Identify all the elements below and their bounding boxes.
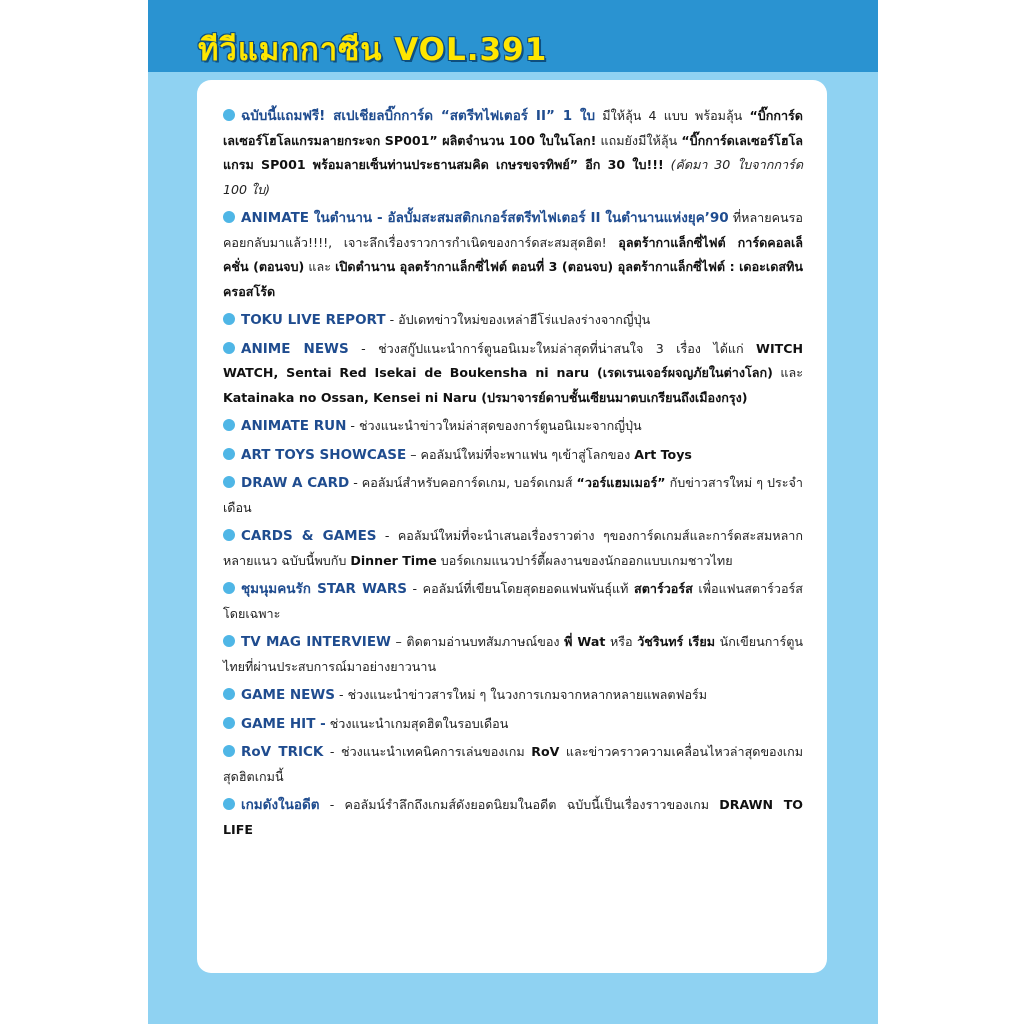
content-item: [223, 793, 803, 842]
magazine-page: [148, 0, 878, 1024]
contents-list: [223, 104, 803, 846]
item-heading: TOKU LIVE REPORT: [241, 312, 386, 328]
bullet-icon: [223, 582, 235, 594]
item-text: (คัดมา 30 ใบจากการ์ด 100 ใบ): [223, 157, 803, 197]
content-item: [223, 471, 803, 520]
contents-card: [197, 80, 827, 973]
item-heading: เกมดังในอดีต: [241, 797, 320, 813]
item-heading: CARDS & GAMES: [241, 528, 377, 544]
content-item: [223, 104, 803, 202]
item-bold-text: WITCH WATCH, Sentai Red Isekai de Boukensha ni naru (เรดเรนเจอร์ผจญภัยในต่างโลก): [223, 340, 803, 380]
bullet-icon: [223, 635, 235, 647]
bullet-icon: [223, 448, 235, 460]
item-text: กับข่าวสารใหม่ ๆ ประจำเดือน: [223, 475, 803, 515]
bullet-icon: [223, 109, 235, 121]
item-bold-text: อุลตร้ากาแล็กซี่ไฟต์ การ์ดคอลเล็คชั่น (ตอนจบ): [223, 234, 803, 274]
item-text: – ติดตามอ่านบทสัมภาษณ์ของ: [390, 634, 565, 649]
item-text: แถมยังมีให้ลุ้น: [596, 132, 682, 148]
item-bold-text: “บิ๊กการ์ดเลเซอร์โฮโลแกรมลายกระจก SP001” ผลิตจำนวน 100 ใบในโลก!: [223, 108, 803, 148]
content-item: [223, 308, 803, 333]
bullet-icon: [223, 688, 235, 700]
item-heading: DRAW A CARD: [241, 475, 350, 491]
content-item: [223, 414, 803, 439]
item-text: และ: [772, 365, 803, 380]
bullet-icon: [223, 476, 235, 488]
item-heading: TV MAG INTERVIEW: [241, 634, 391, 650]
item-heading: RoV TRICK: [241, 744, 324, 760]
item-text: - คอลัมน์รำลึกถึงเกมส์ดังยอดนิยมในอดีต ฉบับนี้เป็นเรื่องราวของเกม: [319, 797, 720, 812]
item-text: และข่าวคราวความเคลื่อนไหวล่าสุดของเกมสุดฮิตเกมนี้: [223, 744, 804, 784]
item-heading: ART TOYS SHOWCASE: [241, 446, 407, 463]
item-text: - อัปเดทข่าวใหม่ของเหล่าฮีโร่แปลงร่างจากญี่ปุ่น: [385, 312, 651, 327]
item-heading: GAME HIT -: [241, 715, 326, 732]
item-text: มีให้ลุ้น 4 แบบ พร้อมลุ้น: [595, 108, 750, 123]
item-bold-text: Dinner Time: [350, 552, 437, 568]
page-title: ทีวีแมกกาซีน VOL.391: [198, 32, 548, 68]
item-bold-text: “วอร์แฮมเมอร์”: [576, 475, 666, 490]
item-bold-text: RoV: [531, 744, 560, 759]
item-heading: GAME NEWS: [241, 687, 336, 703]
bullet-icon: [223, 419, 235, 431]
item-text: - ช่วงสกู๊ปแนะนำการ์ตูนอนิเมะใหม่ล่าสุดที่น่าสนใจ 3 เรื่อง ได้แก่: [348, 340, 757, 356]
bullet-icon: [223, 717, 235, 729]
item-text: - คอลัมน์ที่เขียนโดยสุดยอดแฟนพันธุ์แท้: [406, 581, 635, 596]
item-bold-text: พี่ Wat: [564, 634, 606, 649]
content-item: [223, 712, 803, 737]
item-text: - คอลัมน์สำหรับคอการ์ดเกม, บอร์ดเกมส์: [349, 475, 577, 490]
item-bold-text: Katainaka no Ossan, Kensei ni Naru (ปรมาจารย์ดาบชั้นเซียนมาตบเกรียนถึงเมืองกรุง): [223, 389, 748, 405]
item-bold-text: วัชรินทร์ เรียม: [637, 634, 716, 649]
item-text: - ช่วงแนะนำข่าวใหม่ล่าสุดของการ์ตูนอนิเมะจากญี่ปุ่น: [346, 418, 642, 433]
item-text: ช่วงแนะนำเกมสุดฮิตในรอบเดือน: [325, 715, 509, 731]
item-heading: ชุมนุมคนรัก STAR WARS: [241, 581, 407, 597]
item-text: เพื่อแฟนสตาร์วอร์สโดยเฉพาะ: [223, 581, 803, 621]
item-heading: ANIMATE ในตำนาน - อัลบั้มสะสมสติกเกอร์สตรีทไฟเตอร์ II ในตำนานแห่งยุค’90: [241, 210, 729, 226]
item-heading: ANIME NEWS: [241, 340, 349, 357]
content-item: [223, 683, 803, 708]
bullet-icon: [223, 529, 235, 541]
item-bold-text: DRAWN TO LIFE: [223, 797, 803, 837]
bullet-icon: [223, 211, 235, 223]
item-bold-text: เปิดตำนาน อุลตร้ากาแล็กซี่ไฟต์ ตอนที่ 3 (ตอนจบ) อุลตร้ากาแล็กซี่ไฟต์ : เดอะเดสทินครอสโร้ด: [223, 259, 803, 299]
item-text: นักเขียนการ์ตูนไทยที่ผ่านประสบการณ์มาอย่างยาวนาน: [223, 634, 803, 674]
item-text: - ช่วงแนะนำข่าวสารใหม่ ๆ ในวงการเกมจากหลากหลายแพลตฟอร์ม: [335, 687, 708, 702]
item-text: - ช่วงแนะนำเทคนิคการเล่นของเกม: [323, 744, 532, 759]
item-text: ที่หลายคนรอคอยกลับมาแล้ว!!!!, เจาะลึกเรื่องราวการกำเนิดของการ์ดสะสมสุดฮิต!: [223, 210, 803, 250]
item-bold-text: สตาร์วอร์ส: [634, 581, 693, 596]
bullet-icon: [223, 313, 235, 325]
item-heading: ANIMATE RUN: [241, 418, 347, 434]
item-text: – คอลัมน์ใหม่ที่จะพาแฟน ๆเข้าสู่โลกของ: [406, 446, 635, 462]
item-text: หรือ: [605, 634, 638, 649]
header-bar: [148, 0, 878, 72]
content-item: [223, 740, 803, 789]
bullet-icon: [223, 745, 235, 757]
content-item: [223, 206, 803, 304]
content-item: [223, 630, 803, 679]
item-heading: ฉบับนี้แถมฟรี! สเปเชียลบิ๊กการ์ด “สตรีทไฟเตอร์ II” 1 ใบ: [241, 108, 596, 124]
item-text: และ: [304, 259, 336, 274]
bullet-icon: [223, 342, 235, 354]
item-text: - คอลัมน์ใหม่ที่จะนำเสนอเรื่องราวต่าง ๆของการ์ดเกมส์และการ์ดสะสมหลากหลายแนว ฉบับนี้พบกับ: [223, 528, 804, 568]
item-bold-text: “บิ๊กการ์ดเลเซอร์โฮโลแกรม SP001 พร้อมลายเซ็นท่านประธานสมคิด เกษรขจรทิพย์” อีก 30 ใบ!!!: [223, 132, 803, 172]
content-item: [223, 337, 803, 411]
bullet-icon: [223, 798, 235, 810]
content-item: [223, 443, 803, 468]
content-item: [223, 577, 803, 626]
content-item: [223, 524, 803, 573]
item-text: บอร์ดเกมแนวปาร์ตี้ผลงานของนักออกแบบเกมชาวไทย: [436, 552, 733, 568]
item-bold-text: Art Toys: [634, 446, 692, 462]
